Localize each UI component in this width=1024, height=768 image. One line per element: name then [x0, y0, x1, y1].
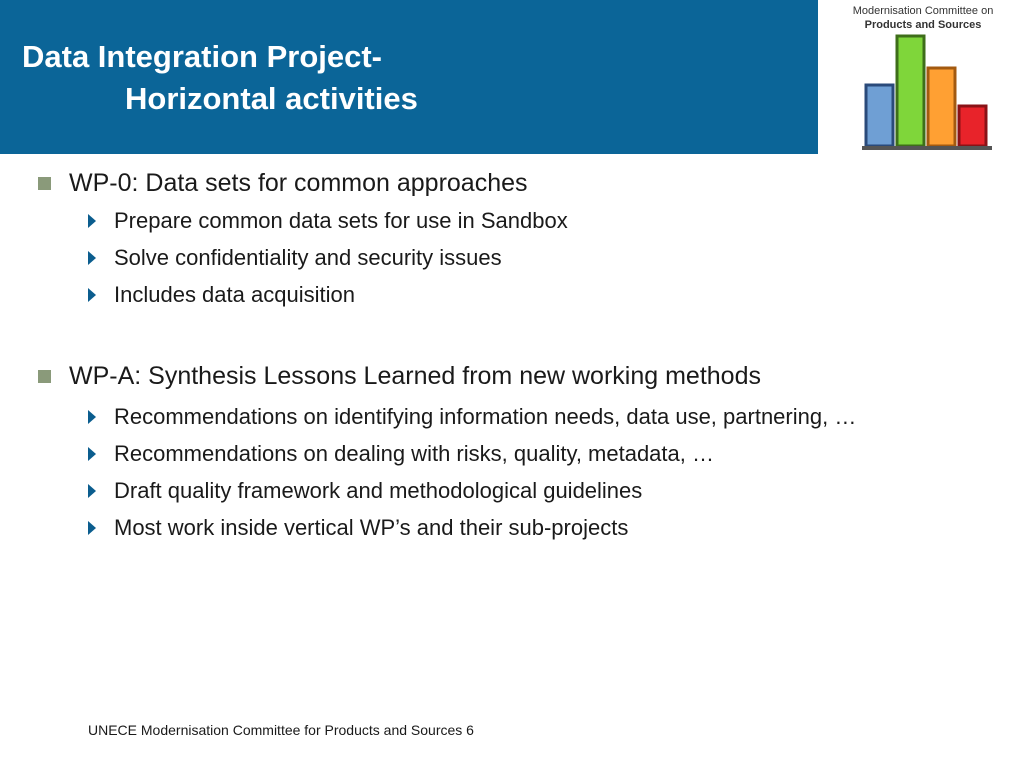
list-item-text: Recommendations on identifying information needs, data use, partnering, … [114, 404, 857, 429]
triangle-bullet-icon [88, 447, 96, 461]
section-heading-wp0 [38, 168, 528, 198]
committee-logo [838, 4, 1008, 154]
title-banner [0, 0, 818, 154]
list-item [88, 440, 714, 468]
logo-baseline [862, 146, 992, 150]
triangle-bullet-icon [88, 521, 96, 535]
logo-bar-orange [928, 68, 955, 146]
slide-title-line-2: Horizontal activities [125, 81, 418, 116]
logo-bar-green [897, 36, 924, 146]
list-item [88, 477, 642, 505]
section-heading-text: WP-0: Data sets for common approaches [69, 169, 528, 197]
list-item-text: Most work inside vertical WP’s and their sub-projects [114, 515, 629, 540]
list-item-text: Includes data acquisition [114, 282, 355, 307]
square-bullet-icon [38, 177, 51, 190]
slide-title-line-1: Data Integration Project- [22, 39, 382, 74]
section-heading-wpa [38, 361, 761, 391]
logo-bar-red [959, 106, 986, 146]
logo-caption-line-1: Modernisation Committee on [852, 5, 994, 17]
list-item-text: Recommendations on dealing with risks, quality, metadata, … [114, 441, 714, 466]
triangle-bullet-icon [88, 214, 96, 228]
list-item-text: Prepare common data sets for use in Sandbox [114, 208, 568, 233]
bar-chart-logo-icon [838, 34, 1008, 152]
triangle-bullet-icon [88, 251, 96, 265]
triangle-bullet-icon [88, 410, 96, 424]
triangle-bullet-icon [88, 288, 96, 302]
section-heading-text: WP-A: Synthesis Lessons Learned from new working methods [69, 362, 761, 390]
logo-caption-line-2: Products and Sources [864, 19, 982, 31]
list-item [88, 244, 502, 272]
triangle-bullet-icon [88, 484, 96, 498]
logo-bar-blue [866, 85, 893, 146]
square-bullet-icon [38, 370, 51, 383]
list-item [88, 514, 628, 542]
list-item [88, 207, 568, 235]
slide-title [22, 36, 418, 120]
list-item-text: Solve confidentiality and security issues [114, 245, 502, 270]
slide-footer: UNECE Modernisation Committee for Products and Sources 6 [88, 722, 474, 738]
list-item [88, 281, 355, 309]
list-item [88, 403, 856, 431]
list-item-text: Draft quality framework and methodological guidelines [114, 478, 643, 503]
logo-caption [838, 4, 1008, 32]
